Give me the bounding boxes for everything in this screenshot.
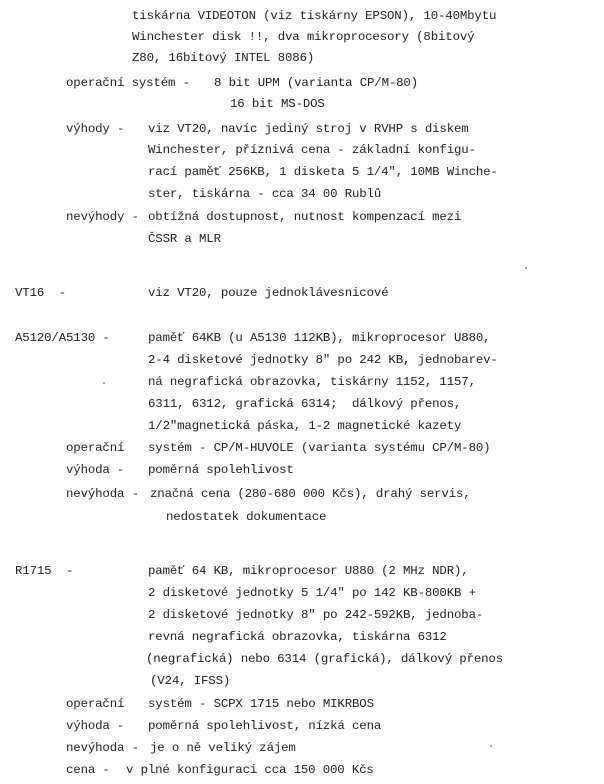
text-line: 2 disketové jednotky 5 1/4" po 142 KB-800KB + bbox=[148, 586, 476, 600]
model-name-r1715: R1715 - bbox=[15, 564, 74, 578]
text-line: 6311, 6312, grafická 6314; dálkový přenos, bbox=[148, 397, 462, 411]
text-line: ster, tiskárna - cca 34 00 Rublů bbox=[148, 187, 382, 201]
text-line: v plné konfiguraci cca 150 000 Kčs bbox=[126, 763, 374, 777]
text-line: paměť 64KB (u A5130 112KB), mikroprocesor U880, bbox=[148, 331, 491, 345]
text-line: rací paměť 256KB, 1 disketa 5 1/4", 10MB Winche- bbox=[148, 165, 498, 179]
text-line: (V24, IFSS) bbox=[150, 674, 231, 688]
text-line: Winchester disk !!, dva mikroprocesory (8bitový bbox=[132, 30, 475, 44]
text-line: značná cena (280-680 000 Kčs), drahý servis, bbox=[150, 487, 471, 501]
text-line: systém - CP/M-HUVOLE (varianta systému CP/M-80) bbox=[148, 441, 491, 455]
text-line: Z80, 16bitový INTEL 8086) bbox=[132, 51, 315, 65]
text-line: revná negrafická obrazovka, tiskárna 6312 bbox=[148, 630, 447, 644]
text-line: tiskárna VIDEOTON (viz tiskárny EPSON), 10-40Mbytu bbox=[132, 9, 497, 23]
scan-speck bbox=[490, 745, 492, 747]
scan-speck bbox=[103, 382, 105, 384]
text-line: poměrná spolehlivost, nízká cena bbox=[148, 719, 382, 733]
text-line: (negrafická) nebo 6314 (grafická), dálkový přenos bbox=[146, 652, 503, 666]
model-name-a5120: A5120/A5130 - bbox=[15, 331, 110, 345]
scan-speck bbox=[525, 267, 527, 269]
con-label: nevýhoda - bbox=[66, 487, 139, 501]
text-line: 2 disketové jednotky 8" po 242-592KB, jednoba- bbox=[148, 608, 484, 622]
text-line: ČSSR a MLR bbox=[148, 232, 221, 246]
text-line: 8 bit UPM (varianta CP/M-80) bbox=[214, 76, 418, 90]
con-label: nevýhoda - bbox=[66, 741, 139, 755]
os-label: operační bbox=[66, 441, 125, 455]
text-line: paměť 64 KB, mikroprocesor U880 (2 MHz NDR), bbox=[148, 564, 469, 578]
text-line: Winchester, příznivá cena - základní konfigu- bbox=[148, 143, 476, 157]
text-line: poměrná spolehlivost bbox=[148, 463, 294, 477]
text-line: obtížná dostupnost, nutnost kompenzací mezi bbox=[148, 210, 462, 224]
text-line: viz VT20, pouze jednoklávesnicové bbox=[148, 286, 389, 300]
pro-label: výhoda - bbox=[66, 463, 125, 477]
os-label: operační systém - bbox=[66, 76, 190, 90]
price-label: cena - bbox=[66, 763, 110, 777]
text-line: systém - SCPX 1715 nebo MIKRBOS bbox=[148, 697, 374, 711]
cons-label: nevýhody - bbox=[66, 210, 139, 224]
os-label: operační bbox=[66, 697, 125, 711]
text-line: viz VT20, navíc jediný stroj v RVHP s diskem bbox=[148, 122, 469, 136]
pros-label: výhody - bbox=[66, 122, 125, 136]
pro-label: výhoda - bbox=[66, 719, 125, 733]
text-line: ná negrafická obrazovka, tiskárny 1152, 1157, bbox=[148, 375, 476, 389]
text-line: 1/2"magnetická páska, 1-2 magnetické kazety bbox=[148, 419, 462, 433]
model-name-vt16: VT16 - bbox=[15, 286, 66, 300]
text-line: 2-4 disketové jednotky 8" po 242 KB, jednobarev- bbox=[148, 353, 498, 367]
text-line: je o ně veliký zájem bbox=[150, 741, 296, 755]
text-line: nedostatek dokumentace bbox=[166, 510, 327, 524]
text-line: 16 bit MS-DOS bbox=[230, 97, 325, 111]
